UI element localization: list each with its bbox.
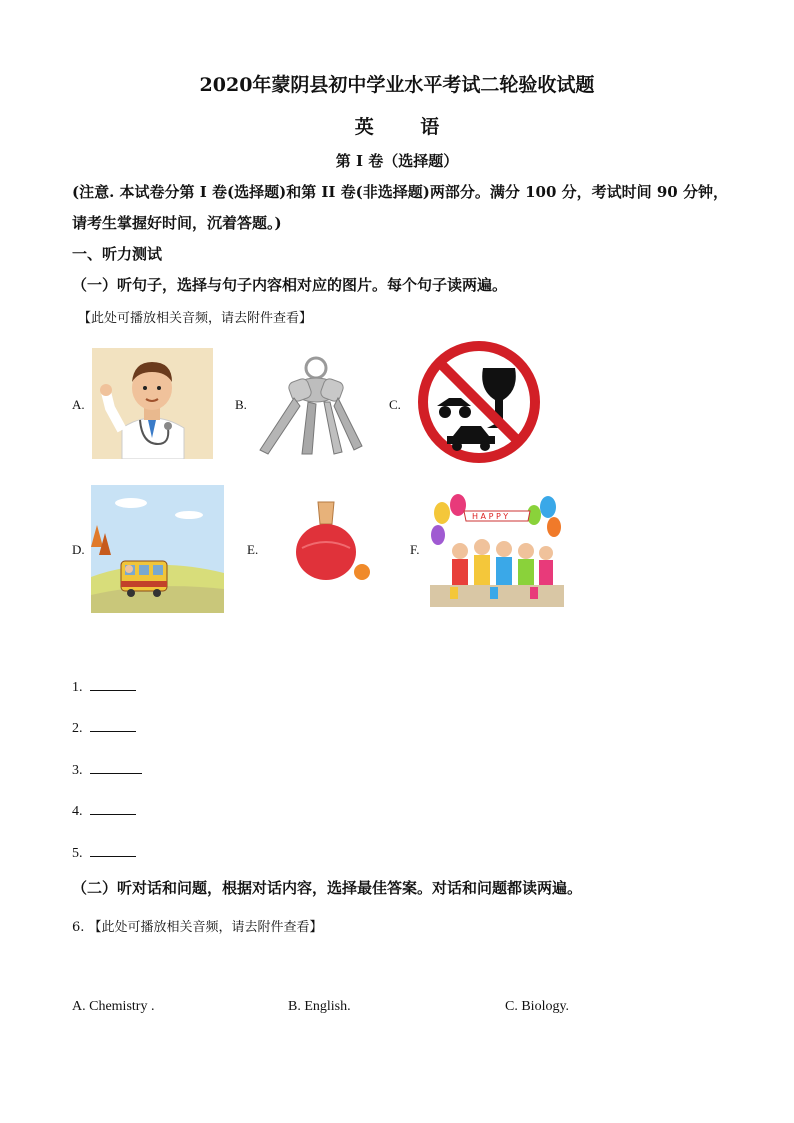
blank-item-1[interactable] — [72, 678, 136, 696]
svg-text:H A P P Y: H A P P Y — [472, 512, 509, 521]
part2-title: （二）听对话和问题，根据对话内容，选择最佳答案。对话和问题都读两遍。 — [72, 879, 583, 897]
option-letter-a: A. — [72, 397, 85, 412]
part1-title: （一）听句子，选择与句子内容相对应的图片。每个句子读两遍。 — [72, 276, 508, 294]
notice-line-1: (注意. 本试卷分第 I 卷(选择题)和第 II 卷(非选择题)两部分。满分 100 分，考试时间 90 分钟， — [72, 183, 728, 201]
page-title: 2020年蒙阴县初中学业水平考试二轮验收试题 — [199, 74, 595, 96]
section-listening-title: 一、听力测试 — [72, 245, 163, 263]
blank-item-2[interactable] — [72, 719, 136, 737]
audio-note: 【此处可播放相关音频，请去附件查看】 — [88, 920, 323, 935]
blank-number: 1. — [72, 680, 83, 695]
question-number: 6. — [72, 920, 85, 935]
choice-a[interactable]: A. Chemistry . — [72, 999, 155, 1014]
answer-blank[interactable] — [90, 844, 136, 857]
audio-note: 【此处可播放相关音频，请去附件查看】 — [78, 311, 313, 326]
blank-number: 4. — [72, 804, 83, 819]
blank-item-3[interactable] — [72, 761, 142, 779]
notice-line-2: 请考生掌握好时间，沉着答题。) — [72, 214, 282, 232]
no-drink-driving-icon — [415, 340, 548, 465]
choice-c[interactable]: C. Biology. — [505, 999, 570, 1014]
volume-title: 第 I 卷（选择题） — [335, 152, 459, 170]
keys-icon — [250, 350, 368, 458]
option-letter-c: C. — [389, 397, 401, 412]
blank-number: 5. — [72, 846, 83, 861]
option-letter-f: F. — [410, 542, 420, 557]
blank-number: 3. — [72, 763, 83, 778]
answer-blank[interactable] — [90, 719, 136, 732]
answer-blank[interactable] — [90, 761, 142, 774]
answer-blank[interactable] — [90, 802, 136, 815]
choice-b[interactable]: B. English. — [288, 999, 351, 1014]
option-letter-d: D. — [72, 542, 85, 557]
doctor-icon — [92, 348, 213, 459]
blank-item-5[interactable] — [72, 844, 136, 862]
ping-pong-icon — [294, 496, 374, 586]
answer-blank[interactable] — [90, 678, 136, 691]
option-letter-b: B. — [235, 397, 247, 412]
train-icon — [91, 485, 224, 613]
subject-title: 英 语 — [354, 116, 460, 138]
question-6 — [72, 916, 323, 935]
birthday-party-icon — [430, 491, 564, 607]
option-letter-e: E. — [247, 542, 259, 557]
blank-item-4[interactable] — [72, 802, 136, 820]
blank-number: 2. — [72, 721, 83, 736]
